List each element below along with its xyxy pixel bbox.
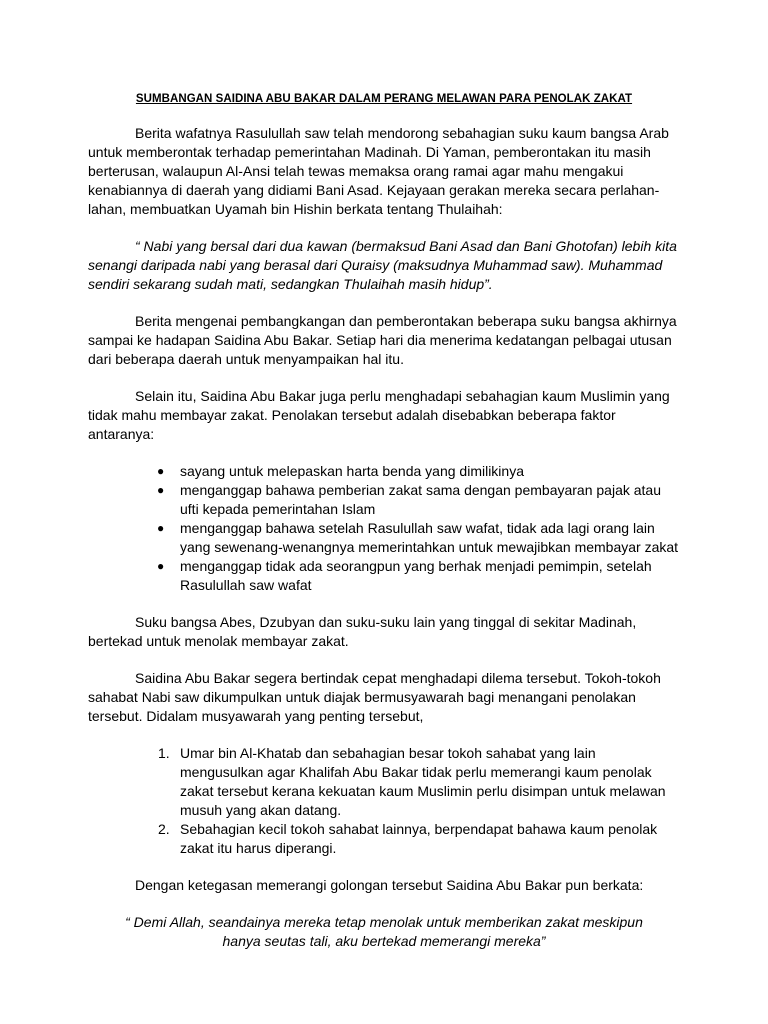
bullet-icon: ● bbox=[157, 521, 165, 535]
list-item bbox=[158, 744, 680, 820]
quote-2: “ Demi Allah, seandainya mereka tetap menolak untuk memberikan zakat meskipun hanya seutas tali, aku bertekad memerangi mereka” bbox=[125, 914, 643, 949]
paragraph-2: Berita mengenai pembangkangan dan pemberontakan beberapa suku bangsa akhirnya sampai ke hadapan Saidina Abu Bakar. Setiap hari dia menerima kedatangan pelbagai utusan dari beberapa daerah untuk menyampaikan hal itu. bbox=[88, 313, 677, 367]
list-item bbox=[157, 519, 680, 557]
list-item-text: menganggap bahawa setelah Rasulullah saw wafat, tidak ada lagi orang lain yang sewenang-wenangnya memerintahkan untuk mewajibkan membayar zakat bbox=[180, 520, 679, 555]
list-item bbox=[157, 481, 680, 519]
bullet-icon: ● bbox=[157, 559, 165, 573]
paragraph-1: Berita wafatnya Rasulullah saw telah mendorong sebahagian suku kaum bangsa Arab untuk memberontak terhadap pemerintahan Madinah. Di Yaman, pemberontakan itu masih berterusan, walaupun Al-Ansi telah tewas memaksa orang ramai agar mahu mengakui kenabiannya di daerah yang didiami Bani Asad. Kejayaan gerakan mereka secara perlahan-lahan, membuatkan Uyamah bin Hishin berkata tentang Thulaihah: bbox=[88, 125, 669, 217]
bullet-icon: ● bbox=[157, 464, 165, 478]
paragraph-3: Selain itu, Saidina Abu Bakar juga perlu menghadapi sebahagian kaum Muslimin yang tidak mahu membayar zakat. Penolakan tersebut adalah disebabkan beberapa faktor antaranya: bbox=[88, 388, 670, 442]
list-item bbox=[157, 557, 680, 595]
list-item-text: sayang untuk melepaskan harta benda yang dimilikinya bbox=[180, 463, 524, 479]
document-content bbox=[88, 90, 680, 951]
list-item-text: Umar bin Al-Khatab dan sebahagian besar tokoh sahabat yang lain mengusulkan agar Khalifah Abu Bakar tidak perlu memerangi kaum penolak zakat tersebut kerana kekuatan kaum Muslimin perlu disimpan untuk melawan musuh yang akan datang. bbox=[180, 745, 666, 818]
bullet-icon: ● bbox=[157, 483, 165, 497]
list-number: 1. bbox=[158, 745, 170, 761]
list-number: 2. bbox=[158, 821, 170, 837]
paragraph-6: Dengan ketegasan memerangi golongan tersebut Saidina Abu Bakar pun berkata: bbox=[135, 877, 644, 893]
list-item bbox=[157, 462, 680, 481]
factor-list bbox=[88, 462, 680, 595]
paragraph-5: Saidina Abu Bakar segera bertindak cepat menghadapi dilema tersebut. Tokoh-tokoh sahabat Nabi saw dikumpulkan untuk diajak bermusyawarah bagi menangani penolakan tersebut. Didalam musyawarah yang penting tersebut, bbox=[88, 670, 661, 724]
list-item-text: menganggap tidak ada seorangpun yang berhak menjadi pemimpin, setelah Rasulullah saw wafat bbox=[180, 558, 652, 593]
list-item-text: Sebahagian kecil tokoh sahabat lainnya, berpendapat bahawa kaum penolak zakat itu harus diperangi. bbox=[180, 821, 658, 856]
quote-1: “ Nabi yang bersal dari dua kawan (bermaksud Bani Asad dan Bani Ghotofan) lebih kita senangi daripada nabi yang berasal dari Quraisy (maksudnya Muhammad saw). Muhammad sendiri sekarang sudah mati, sedangkan Thulaihah masih hidup”. bbox=[88, 238, 677, 292]
list-item bbox=[158, 820, 680, 858]
document-title: SUMBANGAN SAIDINA ABU BAKAR DALAM PERANG MELAWAN PARA PENOLAK ZAKAT bbox=[135, 93, 633, 105]
list-item-text: menganggap bahawa pemberian zakat sama dengan pembayaran pajak atau ufti kepada pemerintahan Islam bbox=[180, 482, 662, 517]
paragraph-4: Suku bangsa Abes, Dzubyan dan suku-suku lain yang tinggal di sekitar Madinah, bertekad untuk menolak membayar zakat. bbox=[88, 614, 637, 649]
deliberation-list bbox=[88, 744, 680, 858]
